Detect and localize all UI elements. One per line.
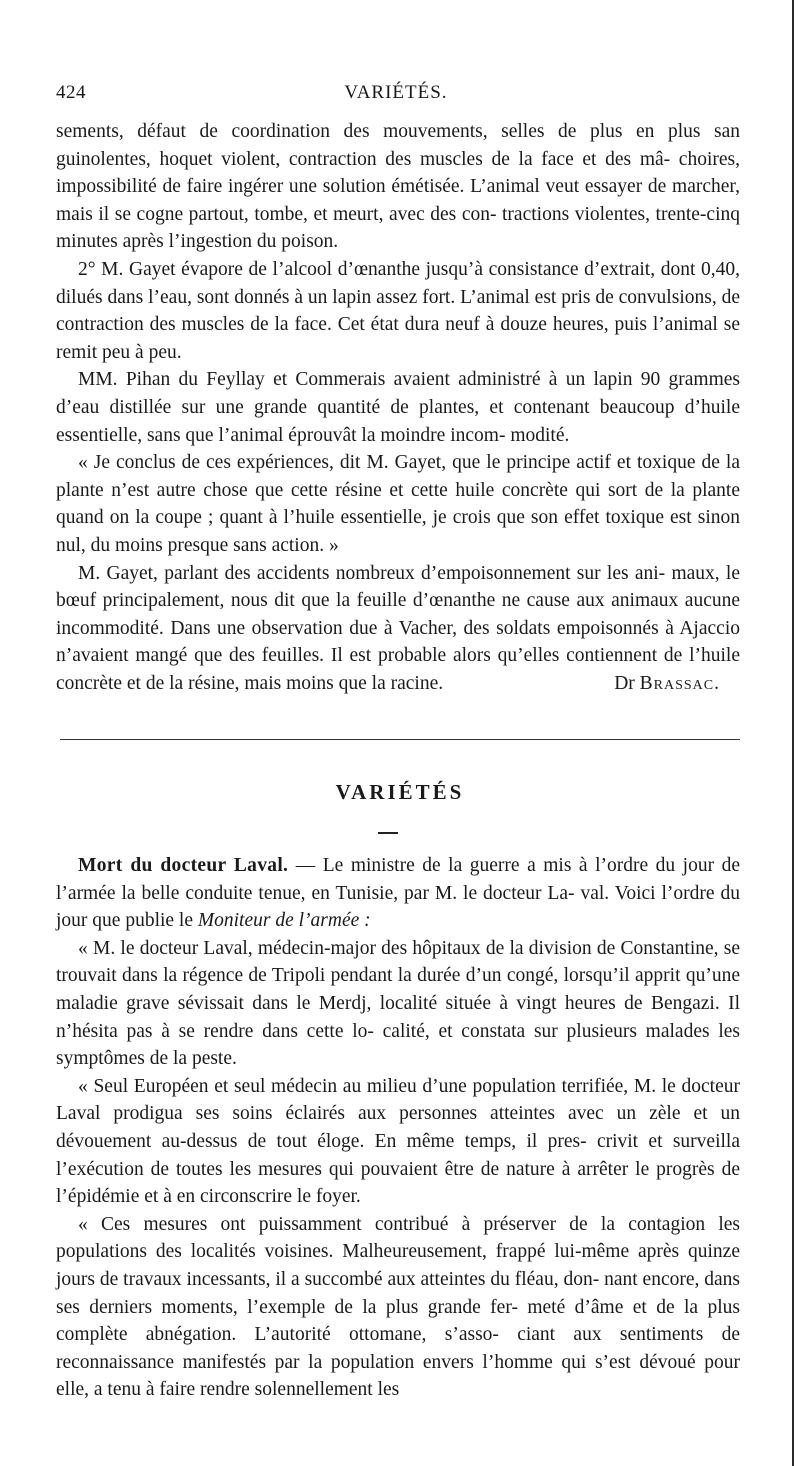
article-laval (56, 852, 740, 1404)
page-header (56, 82, 736, 108)
running-title: VARIÉTÉS. (344, 82, 448, 103)
page-number: 424 (56, 82, 86, 103)
article-lead-title: Mort du docteur Laval. (78, 855, 289, 876)
publication-name: Moniteur de l’armée : (197, 910, 371, 932)
article-continuation (56, 118, 740, 698)
paragraph: « Ces mesures ont puissamment contribué à préserver de la contagion les populations des localités voisines. Malheureusement, frappé lui-même après quinze jours de travaux incessants, il a succombé aux atteintes du fléau, don- nant encore, dans ses derniers moments, l’exemple de la plus grande fer- meté d’âme et de la plus complète abnégation. L’autorité ottomane, s’asso- ciant aux sentiments de reconnaissance manifestés par la population envers l’homme qui s’est dévoué pour elle, a tenu à faire rendre solennellement les (56, 1213, 740, 1401)
paragraph: MM. Pihan du Feyllay et Commerais avaient administré à un lapin 90 grammes d’eau distillée sur une grande quantité de plantes, et contenant beaucoup d’huile essentielle, sans que l’animal éprouvât la moindre incom- modité. (56, 369, 740, 446)
signature-prefix: Dr (614, 673, 635, 695)
page-edge (792, 0, 794, 1466)
paragraph: sements, défaut de coordination des mouvements, selles de plus en plus san guinolentes, hoquet violent, contraction des muscles de la face et des mâ- choires, impossibilité de faire ingérer une solution émétisée. L’animal veut essayer de marcher, mais il se cogne partout, tombe, et meurt, avec des con- tractions violentes, trente-cinq minutes après l’ingestion du poison. (56, 121, 740, 253)
section-title: VARIÉTÉS (335, 780, 465, 804)
signature-name: Brassac. (639, 673, 720, 695)
paragraph: M. Gayet, parlant des accidents nombreux d’empoisonnement sur les ani- maux, le bœuf principalement, nous dit que la feuille d’œnanthe ne cause aux animaux aucune incommodité. Dans une observation due à Vacher, des soldats empoisonnés à Ajaccio n’avaient mangé que des feuilles. Il est probable alors qu’elles contiennent de l’huile concrète et de la résine, mais moins que la racine. (56, 562, 740, 694)
paragraph: « Seul Européen et seul médecin au milieu d’une population terrifiée, M. le docteur Laval prodigua ses soins éclairés aux personnes atteintes avec un zèle et un dévouement au-dessus de tout éloge. En même temps, il pres- crivit et surveilla l’exécution de toutes les mesures qui pouvaient être de nature à arrêter le progrès de l’épidémie et à en circonscrire le foyer. (56, 1075, 740, 1208)
paragraph-text: — Le ministre de la guerre a mis à l’ordre du jour de l’armée la belle conduite tenue, en Tunisie, par M. le docteur La- val. Voici l’ordre du jour que publie le (56, 855, 740, 932)
section-separator (60, 739, 740, 740)
paragraph: 2° M. Gayet évapore de l’alcool d’œnanthe jusqu’à consistance d’extrait, dont 0,40, dilués dans l’eau, sont donnés à un lapin assez fort. L’animal est pris de convulsions, de contraction des muscles de la face. Cet état dura neuf à douze heures, puis l’animal se remit peu à peu. (56, 258, 740, 363)
paragraph: « M. le docteur Laval, médecin-major des hôpitaux de la division de Constantine, se trouvait dans la régence de Tripoli pendant la durée d’un congé, lorsqu’il apprit qu’une maladie grave sévissait dans le Merdj, localité située à vingt heures de Bengazi. Il n’hésita pas à se rendre dans cette lo- calité, et constata sur plusieurs malades les symptômes de la peste. (56, 937, 740, 1070)
paragraph: « Je conclus de ces expériences, dit M. Gayet, que le principe actif et toxique de la plante n’est autre chose que cette résine et cette huile concrète qui sort de la plante quand on la coupe ; quant à l’huile essentielle, je crois que son effet toxique est sinon nul, du moins presque sans action. » (56, 452, 740, 556)
paragraph (56, 852, 740, 935)
title-rule (378, 832, 398, 834)
